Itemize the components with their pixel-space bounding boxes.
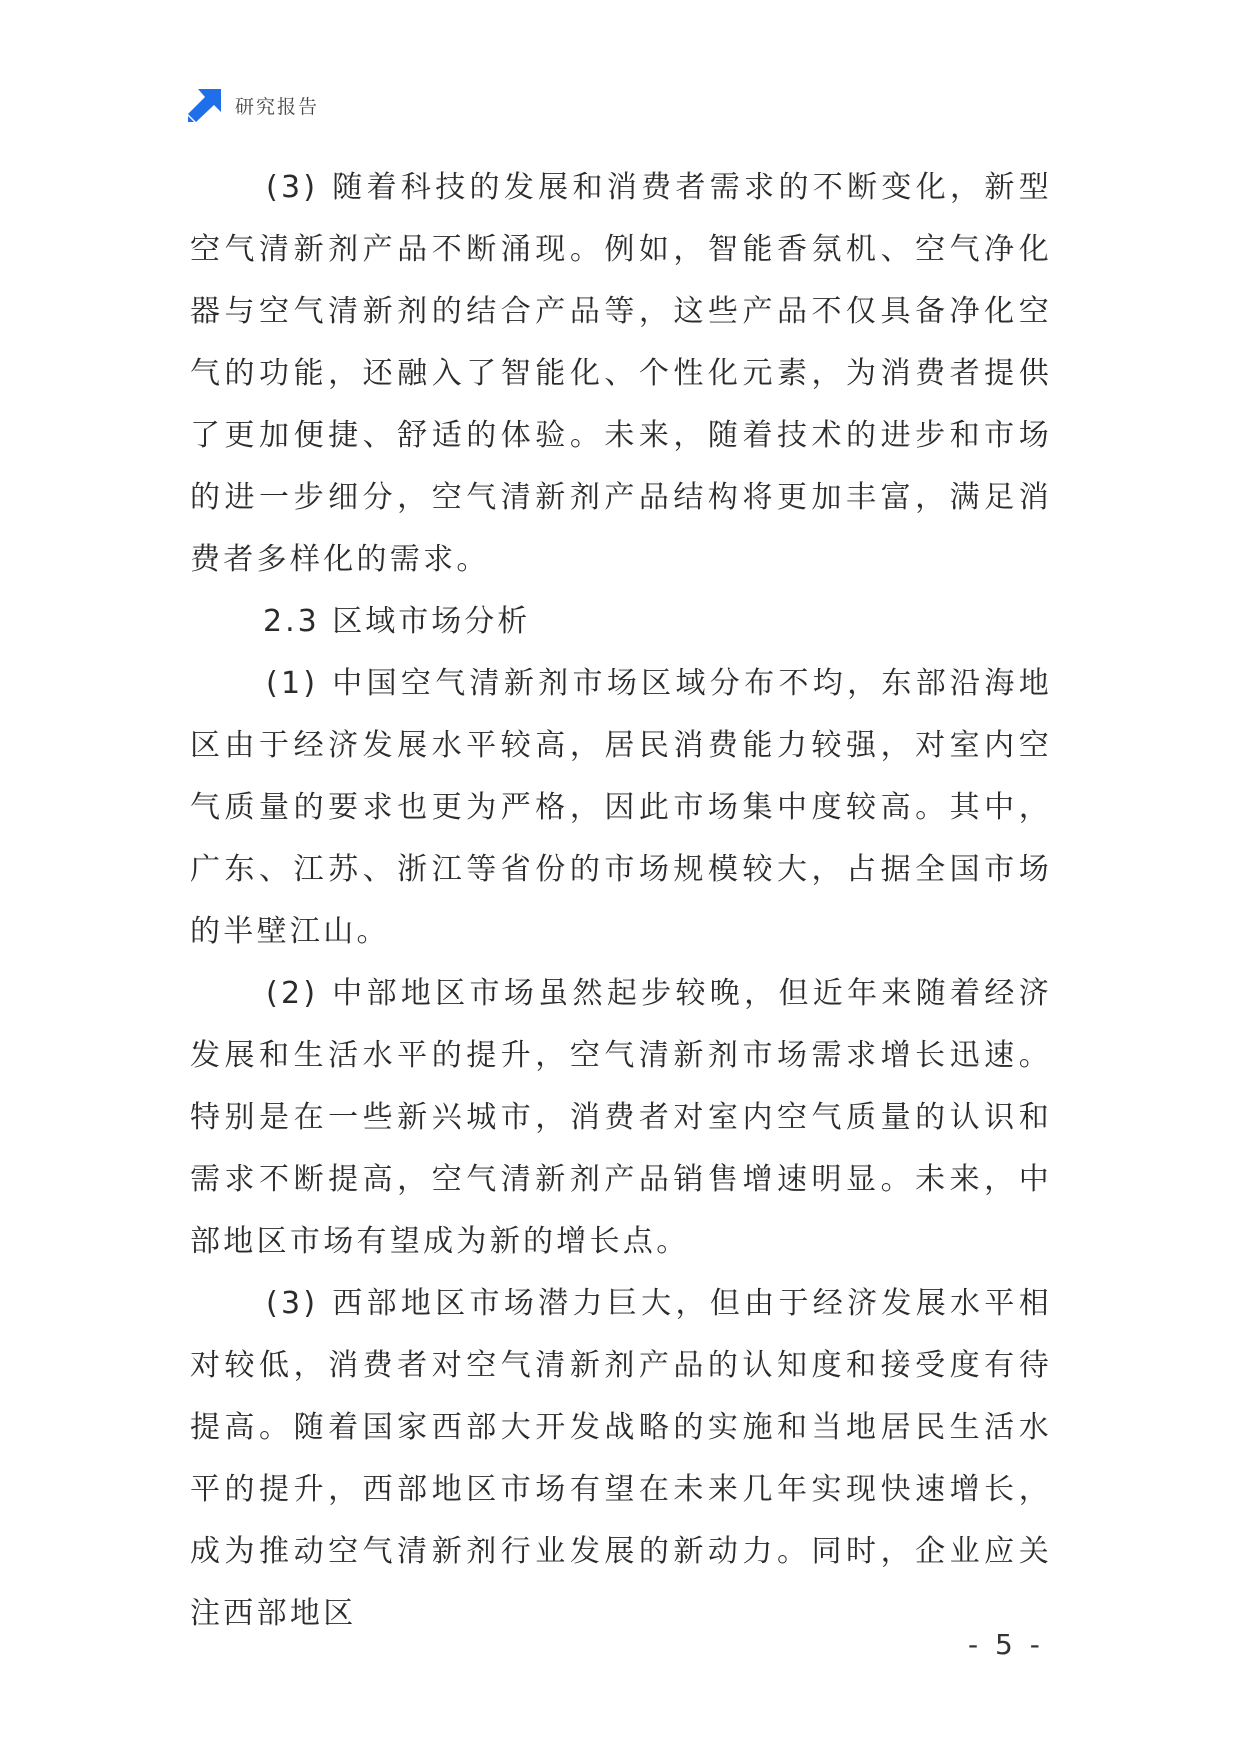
paragraph: (1) 中国空气清新剂市场区域分布不均，东部沿海地区由于经济发展水平较高，居民消费能力较强，对室内空气质量的要求也更为严格，因此市场集中度较高。其中，广东、江苏、浙江等省份的市场规模较大，占据全国市场的半壁江山。 [190,666,1052,949]
section-heading: 2.3 区域市场分析 [263,604,531,639]
document-body [190,157,1052,1645]
arrow-up-right-icon [188,89,221,122]
header-title: 研究报告 [235,95,320,118]
paragraph: (3) 西部地区市场潜力巨大，但由于经济发展水平相对较低，消费者对空气清新剂产品的认知度和接受度有待提高。随着国家西部大开发战略的实施和当地居民生活水平的提升，西部地区市场有望在未来几年实现快速增长，成为推动空气清新剂行业发展的新动力。同时，企业应关注西部地区 [190,1286,1052,1631]
paragraph: (3) 随着科技的发展和消费者需求的不断变化，新型空气清新剂产品不断涌现。例如，智能香氛机、空气净化器与空气清新剂的结合产品等，这些产品不仅具备净化空气的功能，还融入了智能化、个性化元素，为消费者提供了更加便捷、舒适的体验。未来，随着技术的进步和市场的进一步细分，空气清新剂产品结构将更加丰富，满足消费者多样化的需求。 [190,170,1052,577]
report-header [188,88,319,122]
paragraph: (2) 中部地区市场虽然起步较晚，但近年来随着经济发展和生活水平的提升，空气清新剂市场需求增长迅速。特别是在一些新兴城市，消费者对室内空气质量的认识和需求不断提高，空气清新剂产品销售增速明显。未来，中部地区市场有望成为新的增长点。 [190,976,1052,1259]
page-number: - 5 - [968,1628,1044,1661]
